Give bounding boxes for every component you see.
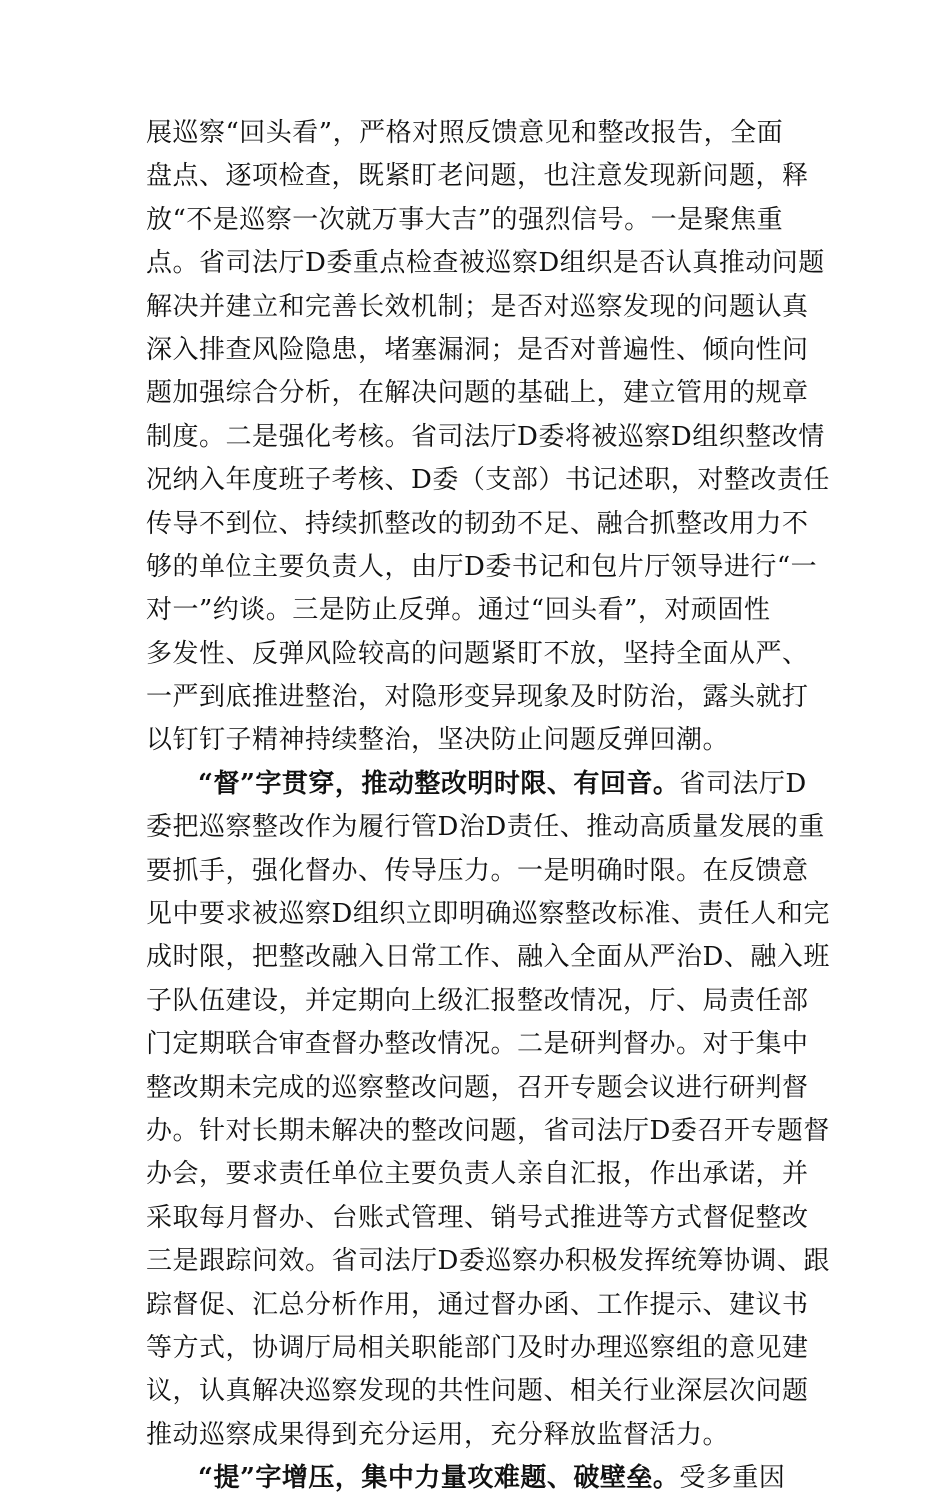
text-line: 要抓手，强化督办、传导压力。一是明确时限。在反馈意	[146, 855, 809, 886]
text-line: 解决并建立和完善长效机制；是否对巡察发现的问题认真	[146, 291, 809, 322]
text-line: 等方式，协调厅局相关职能部门及时办理巡察组的意见建	[146, 1332, 809, 1363]
text-line: 整改期未完成的巡察整改问题，召开专题会议进行研判督	[146, 1072, 809, 1103]
text-line: 门定期联合审查督办整改情况。二是研判督办。对于集中	[146, 1029, 809, 1060]
paragraph-1	[146, 112, 830, 763]
text-line: 够的单位主要负责人，由厅D委书记和包片厅领导进行“一	[146, 551, 818, 582]
text-line: 采取每月督办、台账式管理、销号式推进等方式督促整改	[146, 1202, 809, 1233]
text-line: 踪督促、汇总分析作用，通过督办函、工作提示、建议书	[146, 1289, 809, 1320]
paragraph-heading: “督”字贯穿，推动整改明时限、有回音。	[198, 768, 680, 799]
text-line: 一严到底推进整治，对隐形变异现象及时防治，露头就打	[146, 682, 809, 713]
text-line: 子队伍建设，并定期向上级汇报整改情况，厅、局责任部	[146, 985, 809, 1016]
text-line: 委把巡察整改作为履行管D治D责任、推动高质量发展的重	[146, 812, 825, 843]
text-line: 办会，要求责任单位主要负责人亲自汇报，作出承诺，并	[146, 1159, 809, 1190]
text-line: 深入排查风险隐患，堵塞漏洞；是否对普遍性、倾向性问	[146, 334, 809, 365]
text-line: 议，认真解决巡察发现的共性问题、相关行业深层次问题	[146, 1376, 809, 1407]
text-line: 成时限，把整改融入日常工作、融入全面从严治D、融入班	[146, 942, 830, 973]
text-line: 多发性、反弹风险较高的问题紧盯不放，坚持全面从严、	[146, 638, 809, 669]
text-line: 制度。二是强化考核。省司法厅D委将被巡察D组织整改情	[146, 421, 825, 452]
text-line: 对一”约谈。三是防止反弹。通过“回头看”，对顽固性	[146, 595, 771, 626]
text-line: 盘点、逐项检查，既紧盯老问题，也注意发现新问题，释	[146, 161, 809, 192]
text-line: 三是跟踪问效。省司法厅D委巡察办积极发挥统筹协调、跟	[146, 1246, 830, 1277]
text-span: 省司法厅D	[679, 768, 807, 799]
text-line: 以钉钉子精神持续整治，坚决防止问题反弹回潮。	[146, 725, 730, 756]
text-line: 见中要求被巡察D组织立即明确巡察整改标准、责任人和完	[146, 899, 830, 930]
text-line: 题加强综合分析，在解决问题的基础上，建立管用的规章	[146, 378, 809, 409]
text-span: 受多重因	[679, 1463, 786, 1494]
body-text	[146, 112, 830, 1501]
text-line: 传导不到位、持续抓整改的韧劲不足、融合抓整改用力不	[146, 508, 809, 539]
text-line-first	[146, 763, 810, 806]
text-line: 推动巡察成果得到充分运用，充分释放监督活力。	[146, 1419, 730, 1450]
paragraph-3	[146, 1457, 810, 1500]
text-line: 点。省司法厅D委重点检查被巡察D组织是否认真推动问题	[146, 248, 825, 279]
paragraph-2	[146, 763, 830, 1457]
text-line: 放“不是巡察一次就万事大吉”的强烈信号。一是聚焦重	[146, 204, 784, 235]
text-line: 办。针对长期未解决的整改问题，省司法厅D委召开专题督	[146, 1115, 830, 1146]
paragraph-heading: “提”字增压，集中力量攻难题、破壁垒。	[198, 1463, 680, 1494]
text-line: 展巡察“回头看”，严格对照反馈意见和整改报告，全面	[146, 118, 784, 148]
text-line: 况纳入年度班子考核、D委（支部）书记述职，对整改责任	[146, 465, 830, 496]
text-line-first	[146, 1457, 810, 1500]
